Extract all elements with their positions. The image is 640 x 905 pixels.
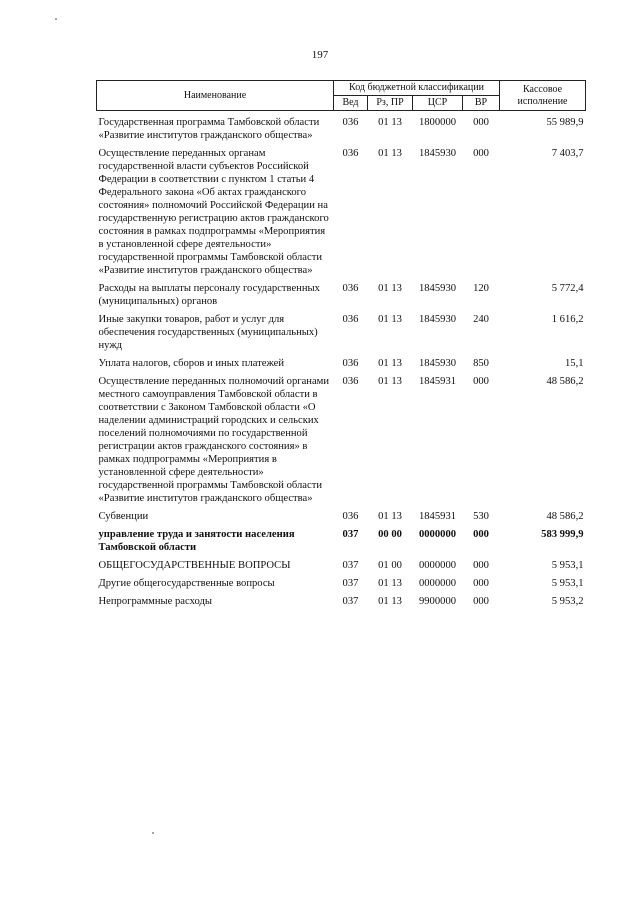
row-vr: 000 — [473, 529, 489, 540]
row-rz-pr: 01 13 — [378, 314, 402, 325]
row-amount: 583 999,9 — [541, 529, 584, 540]
scan-speck — [55, 18, 57, 20]
row-vr: 000 — [473, 560, 489, 571]
table-body — [97, 111, 586, 614]
row-ved: 036 — [342, 314, 359, 325]
row-ved: 037 — [342, 529, 359, 540]
row-ved: 036 — [342, 117, 359, 128]
row-rz-pr: 01 13 — [378, 376, 402, 387]
row-ved: 037 — [342, 578, 359, 589]
row-csr: 1845931 — [418, 511, 457, 522]
header-name: Наименование — [97, 81, 334, 111]
row-csr: 1800000 — [418, 117, 457, 128]
row-name: Расходы на выплаты персоналу государственных (муниципальных) органов — [98, 283, 320, 307]
row-ved: 036 — [342, 511, 359, 522]
row-ved: 037 — [342, 596, 359, 607]
row-vr: 850 — [473, 358, 489, 369]
row-rz-pr: 01 13 — [378, 578, 402, 589]
row-name: Иные закупки товаров, работ и услуг для обеспечения государственных (муниципальных) нужд — [98, 314, 318, 351]
row-ved: 036 — [342, 376, 359, 387]
header-ved: Вед — [334, 96, 368, 111]
row-rz-pr: 01 00 — [378, 560, 402, 571]
row-csr: 0000000 — [418, 560, 457, 571]
row-csr: 1845930 — [418, 148, 457, 159]
table-row — [97, 577, 586, 595]
row-csr: 1845930 — [418, 283, 457, 294]
row-name: Осуществление переданных органам государственной власти субъектов Российской Федерации в соответствии с пунктом 1 статьи 4 Федерального закона «Об актах гражданского состояния» полномочий Российской Федерации на государственную регистрацию актов гражданского состояния в рамках подпрограммы «Мероприятия в установленной сфере деятельности» государственной программы Тамбовской области «Развитие институтов гражданского общества» — [98, 148, 329, 276]
row-ved: 036 — [342, 358, 359, 369]
table-header — [97, 81, 586, 111]
scan-speck — [152, 832, 154, 834]
row-name: ОБЩЕГОСУДАРСТВЕННЫЕ ВОПРОСЫ — [98, 560, 291, 571]
table-row — [97, 357, 586, 375]
row-vr: 000 — [473, 596, 489, 607]
row-amount: 1 616,2 — [551, 314, 584, 325]
table-row — [97, 510, 586, 528]
row-csr: 1845930 — [418, 314, 457, 325]
row-rz-pr: 01 13 — [378, 117, 402, 128]
row-name: Государственная программа Тамбовской области «Развитие институтов гражданского общества» — [98, 117, 320, 141]
row-rz-pr: 01 13 — [378, 283, 402, 294]
table-row — [97, 595, 586, 613]
row-csr: 9900000 — [418, 596, 457, 607]
row-rz-pr: 01 13 — [378, 148, 402, 159]
row-rz-pr: 01 13 — [378, 596, 402, 607]
row-amount: 55 989,9 — [546, 117, 584, 128]
row-rz-pr: 00 00 — [378, 529, 402, 540]
table-row — [97, 147, 586, 282]
row-vr: 530 — [473, 511, 489, 522]
table-row — [97, 111, 586, 148]
row-amount: 5 953,1 — [551, 578, 584, 589]
row-vr: 000 — [473, 578, 489, 589]
row-csr: 1845930 — [418, 358, 457, 369]
budget-table — [96, 80, 586, 613]
page-number: 197 — [311, 49, 329, 61]
table-row — [97, 559, 586, 577]
row-vr: 000 — [473, 148, 489, 159]
row-amount: 5 953,1 — [551, 560, 584, 571]
row-name: Субвенции — [98, 511, 149, 522]
row-amount: 7 403,7 — [551, 148, 584, 159]
row-amount: 15,1 — [564, 358, 584, 369]
header-cash-execution: Кассовое исполнение — [500, 81, 586, 111]
row-ved: 037 — [342, 560, 359, 571]
header-rz-pr: Рз, ПР — [368, 96, 413, 111]
row-name: управление труда и занятости населения Тамбовской области — [98, 529, 295, 553]
row-amount: 48 586,2 — [546, 376, 584, 387]
header-vr: ВР — [463, 96, 500, 111]
row-amount: 5 953,2 — [551, 596, 584, 607]
row-csr: 0000000 — [418, 529, 457, 540]
row-csr: 0000000 — [418, 578, 457, 589]
row-amount: 48 586,2 — [546, 511, 584, 522]
table-row — [97, 313, 586, 357]
row-vr: 240 — [473, 314, 489, 325]
table-row — [97, 375, 586, 510]
header-budget-code: Код бюджетной классификации — [334, 81, 500, 96]
row-vr: 120 — [473, 283, 489, 294]
row-rz-pr: 01 13 — [378, 511, 402, 522]
row-name: Уплата налогов, сборов и иных платежей — [98, 358, 285, 369]
row-rz-pr: 01 13 — [378, 358, 402, 369]
row-name: Осуществление переданных полномочий органами местного самоуправления Тамбовской области в соответствии с Законом Тамбовской области «О наделении администраций городских и сельских поселений полномочиями по государственной регистрации актов гражданского состояния» в рамках подпрограммы «Мероприятия в установленной сфере деятельности» государственной программы Тамбовской области «Развитие институтов гражданского общества» — [98, 376, 330, 504]
row-vr: 000 — [473, 376, 489, 387]
row-vr: 000 — [473, 117, 489, 128]
row-amount: 5 772,4 — [551, 283, 584, 294]
table-row — [97, 528, 586, 559]
row-csr: 1845931 — [418, 376, 457, 387]
row-name: Другие общегосударственные вопросы — [98, 578, 275, 589]
header-csr: ЦСР — [413, 96, 463, 111]
row-name: Непрограммные расходы — [98, 596, 212, 607]
row-ved: 036 — [342, 283, 359, 294]
row-ved: 036 — [342, 148, 359, 159]
table-row — [97, 282, 586, 313]
